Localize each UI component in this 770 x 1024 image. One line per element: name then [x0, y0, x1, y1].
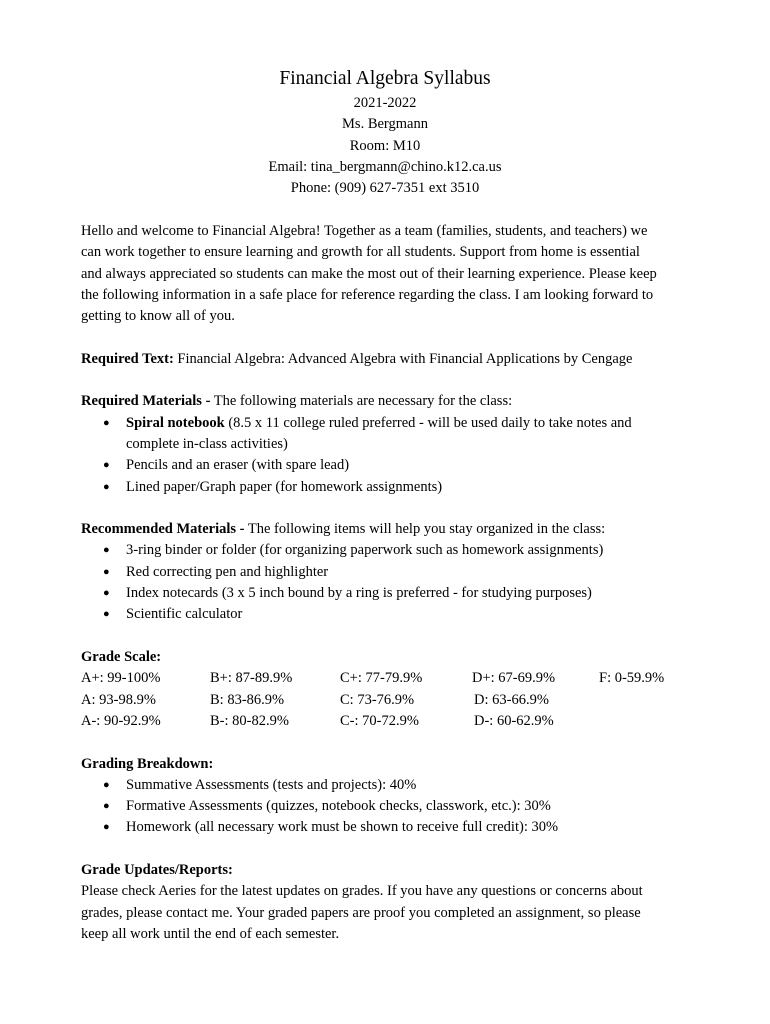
- grade-updates-line: grades, please contact me. Your graded papers are proof you completed an assignment, so please: [81, 904, 641, 921]
- grade-cell: B+: 87-89.9%: [210, 670, 293, 687]
- grade-cell: D: 63-66.9%: [474, 691, 549, 708]
- list-item: ● Scientific calculator: [81, 604, 691, 625]
- syllabus-header: [0, 66, 770, 199]
- intro-paragraph: [81, 221, 691, 327]
- grading-breakdown-list: [81, 775, 691, 839]
- grade-cell: C: 73-76.9%: [340, 691, 415, 708]
- room-number: Room: M10: [349, 137, 421, 154]
- list-item: ● Summative Assessments (tests and projects): 40%: [81, 775, 691, 796]
- required-materials-label: Required Materials -: [81, 393, 211, 410]
- grade-cell: A-: 90-92.9%: [81, 712, 161, 729]
- syllabus-body: [81, 221, 691, 945]
- recommended-materials-label: Recommended Materials -: [81, 521, 245, 538]
- required-materials-list: [81, 413, 691, 498]
- intro-line: getting to know all of you.: [81, 308, 235, 325]
- list-item: ● Spiral notebook (8.5 x 11 college ruled preferred - will be used daily to take notes and complete in-class activities): [81, 413, 691, 456]
- school-year: 2021-2022: [353, 95, 417, 111]
- grade-cell: A+: 99-100%: [81, 670, 161, 687]
- grade-cell: C-: 70-72.9%: [340, 712, 419, 729]
- grading-breakdown-heading: Grading Breakdown:: [81, 755, 214, 772]
- grade-cell: B-: 80-82.9%: [210, 712, 289, 729]
- teacher-email: Email: tina_bergmann@chino.k12.ca.us: [268, 158, 502, 175]
- required-text-value: Financial Algebra: Advanced Algebra with Financial Applications by Cengage: [173, 350, 633, 367]
- list-item: ● Formative Assessments (quizzes, notebook checks, classwork, etc.): 30%: [81, 796, 691, 817]
- grade-updates-line: Please check Aeries for the latest updates on grades. If you have any questions or concerns about: [81, 883, 643, 900]
- required-materials-heading: [81, 391, 691, 412]
- grade-scale-heading: Grade Scale:: [81, 648, 162, 665]
- grade-scale-table: [81, 668, 691, 732]
- grade-updates-heading: Grade Updates/Reports:: [81, 862, 233, 879]
- required-materials-intro: The following materials are necessary for the class:: [210, 393, 513, 410]
- grade-cell: F: 0-59.9%: [599, 670, 665, 687]
- required-text: [81, 349, 691, 370]
- recommended-materials-heading: [81, 519, 691, 540]
- intro-line: the following information in a safe place for reference regarding the class. I am looking forward to: [81, 286, 654, 303]
- spiral-notebook-label: Spiral notebook: [126, 414, 225, 431]
- grade-cell: A: 93-98.9%: [81, 691, 156, 708]
- intro-line: and always appreciated so students can make the most out of their learning experience. Please keep: [81, 265, 657, 282]
- teacher-phone: Phone: (909) 627-7351 ext 3510: [290, 180, 480, 197]
- grade-cell: D-: 60-62.9%: [474, 712, 554, 729]
- list-item: ● Lined paper/Graph paper (for homework assignments): [81, 477, 691, 498]
- recommended-materials-intro: The following items will help you stay organized in the class:: [244, 521, 606, 538]
- list-item: ● 3-ring binder or folder (for organizing paperwork such as homework assignments): [81, 540, 691, 561]
- grade-cell: D+: 67-69.9%: [472, 670, 556, 687]
- intro-line: can work together to ensure learning and growth for all students. Support from home is essential: [81, 244, 640, 261]
- grade-updates-line: keep all work until the end of each semester.: [81, 925, 340, 942]
- teacher-name: Ms. Bergmann: [342, 116, 428, 133]
- list-item: ● Pencils and an eraser (with spare lead): [81, 455, 691, 476]
- recommended-materials-list: [81, 540, 691, 625]
- intro-line: Hello and welcome to Financial Algebra! Together as a team (families, students, and teachers) we: [81, 223, 648, 239]
- grade-cell: C+: 77-79.9%: [340, 670, 423, 687]
- document-title: Financial Algebra Syllabus: [279, 68, 491, 89]
- grade-cell: B: 83-86.9%: [210, 691, 285, 708]
- list-item: ● Index notecards (3 x 5 inch bound by a ring is preferred - for studying purposes): [81, 583, 691, 604]
- list-item: ● Homework (all necessary work must be shown to receive full credit): 30%: [81, 817, 691, 838]
- required-text-label: Required Text:: [81, 350, 174, 367]
- list-item: ● Red correcting pen and highlighter: [81, 562, 691, 583]
